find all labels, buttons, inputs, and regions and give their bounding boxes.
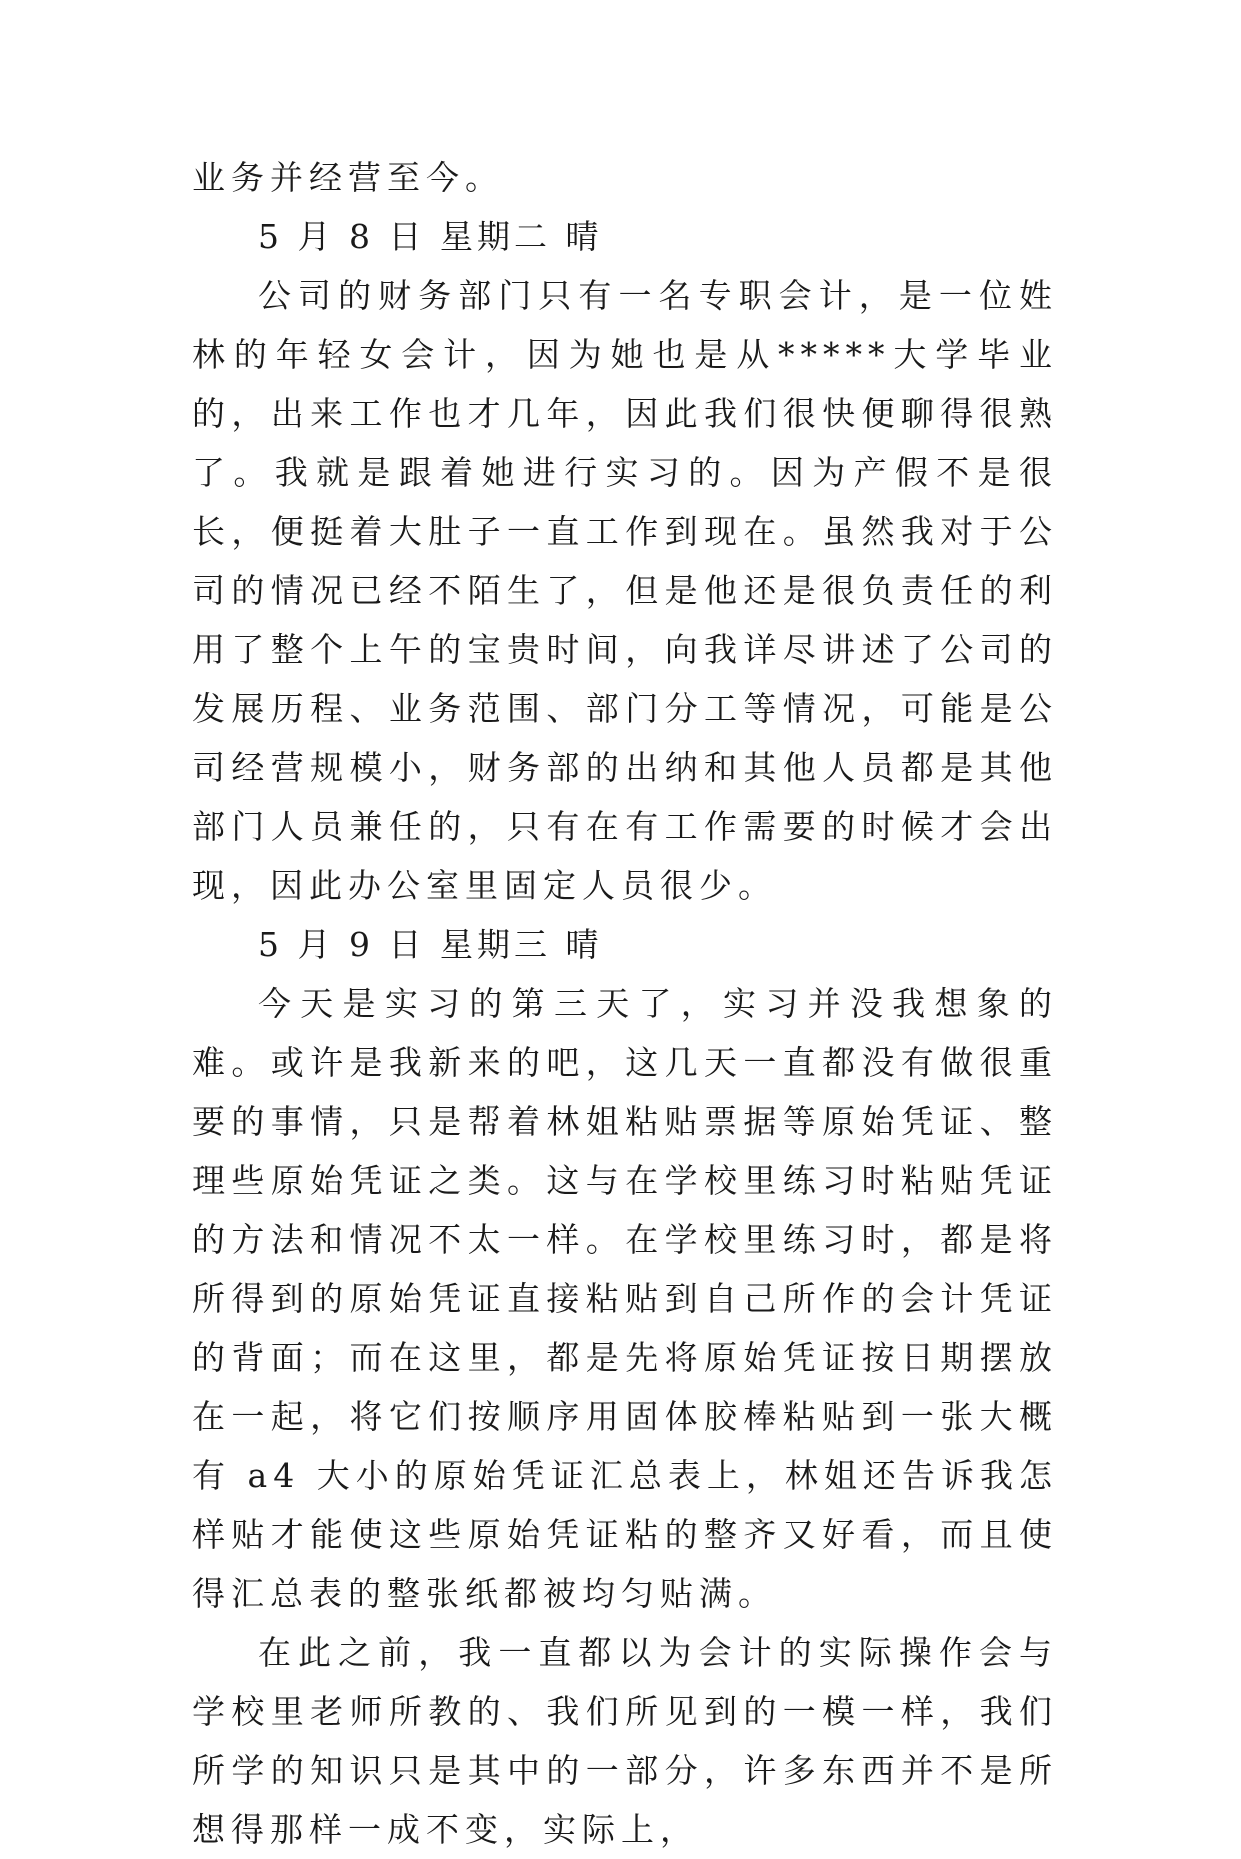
date-heading-may-8: 5 月 8 日 星期二 晴 [258,217,603,256]
paragraph-continued: 业务并经营至今。 [192,158,504,197]
paragraph-before-this: 在此之前，我一直都以为会计的实际操作会与学校里老师所教的、我们所见到的一模一样，我们所学的知识只是其中的一部分，许多东西并不是所想得那样一成不变，实际上， [192,1633,1058,1849]
paragraph-third-day: 今天是实习的第三天了，实习并没我想象的难。或许是我新来的吧，这几天一直都没有做很重要的事情，只是帮着林姐粘贴票据等原始凭证、整理些原始凭证之类。这与在学校里练习时粘贴凭证的方法和情况不太一样。在学校里练习时，都是将所得到的原始凭证直接粘贴到自己所作的会计凭证的背面；而在这里，都是先将原始凭证按日期摆放在一起，将它们按顺序用固体胶棒粘贴到一张大概有 a4 大小的原始凭证汇总表上，林姐还告诉我怎样贴才能使这些原始凭证粘的整齐又好看，而且使得汇总表的整张纸都被均匀贴满。 [192,984,1058,1613]
date-heading-may-9: 5 月 9 日 星期三 晴 [258,925,603,964]
paragraph-finance-department: 公司的财务部门只有一名专职会计，是一位姓林的年轻女会计，因为她也是从*****大学毕业的，出来工作也才几年，因此我们很快便聊得很熟了。我就是跟着她进行实习的。因为产假不是很长，便挺着大肚子一直工作到现在。虽然我对于公司的情况已经不陌生了，但是他还是很负责任的利用了整个上午的宝贵时间，向我详尽讲述了公司的发展历程、业务范围、部门分工等情况，可能是公司经营规模小，财务部的出纳和其他人员都是其他部门人员兼任的，只有在有工作需要的时候才会出现，因此办公室里固定人员很少。 [192,276,1058,905]
document-body [192,148,1058,1859]
